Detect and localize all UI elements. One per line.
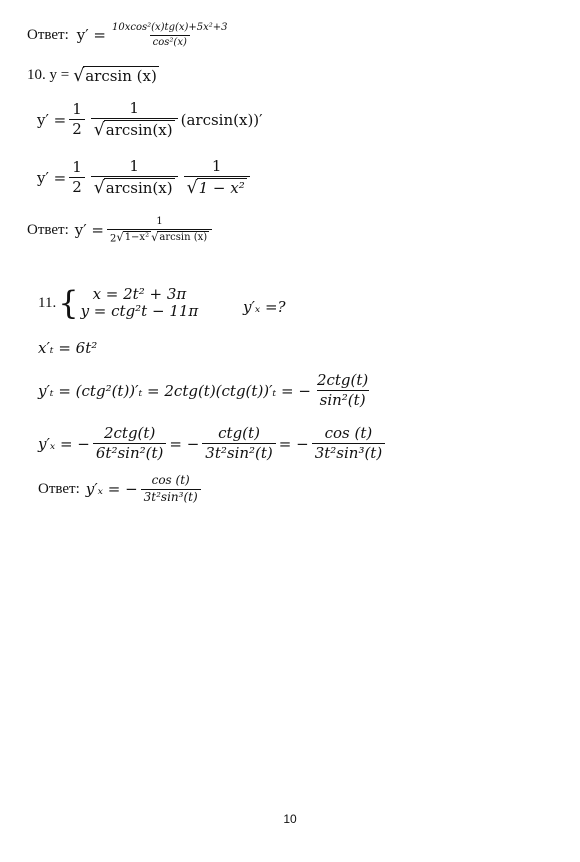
derivative-denominator bbox=[184, 176, 250, 197]
radical bbox=[151, 231, 209, 244]
reciprocal-numerator: 1 bbox=[129, 99, 139, 117]
half-numerator: 1 bbox=[72, 157, 82, 176]
half-denominator: 2 bbox=[69, 119, 85, 138]
x-derivative: x′ₜ = 6t² bbox=[38, 339, 98, 357]
answer-9-denominator: cos²(x) bbox=[150, 35, 190, 49]
y-derivative bbox=[38, 372, 374, 410]
derivative-numerator: 1 bbox=[211, 157, 222, 175]
system-equations bbox=[81, 286, 199, 321]
answer-11 bbox=[38, 474, 204, 505]
answer-11-numerator: cos (t) bbox=[151, 473, 190, 487]
fraction-2-denominator: 3t²sin²(t) bbox=[202, 443, 276, 462]
problem-10-step-1 bbox=[37, 100, 263, 139]
step-1-tail: (arcsin(x))′ bbox=[180, 110, 263, 129]
coefficient: 2 bbox=[109, 233, 117, 244]
one-half-fraction bbox=[69, 101, 85, 139]
sqrt-symbol: √ bbox=[151, 230, 159, 244]
step-2-lhs: y′ = bbox=[37, 168, 67, 187]
answer-label: Ответ: bbox=[27, 221, 69, 238]
yx-fraction-2 bbox=[202, 425, 276, 463]
radicand: arcsin(x) bbox=[105, 121, 173, 140]
radicand: arcsin (x) bbox=[159, 231, 208, 243]
radical bbox=[94, 178, 175, 197]
system-eq-1: x = 2t² + 3π bbox=[92, 285, 187, 303]
answer-9 bbox=[27, 22, 234, 48]
reciprocal-numerator: 1 bbox=[129, 157, 139, 175]
one-half-fraction bbox=[69, 159, 85, 197]
derivative-fraction bbox=[184, 158, 250, 197]
fraction-3-denominator: 3t²sin³(t) bbox=[312, 443, 386, 462]
reciprocal-root-fraction bbox=[91, 100, 178, 139]
fraction-3-numerator: cos (t) bbox=[324, 424, 373, 442]
radical bbox=[116, 231, 151, 244]
equals-minus: = − bbox=[278, 434, 309, 453]
radicand: 1 − x² bbox=[198, 179, 245, 198]
half-numerator: 1 bbox=[72, 99, 82, 118]
page-number: 10 bbox=[283, 812, 297, 826]
answer-11-fraction bbox=[141, 474, 201, 505]
answer-10-lhs: y′ = bbox=[74, 221, 104, 240]
answer-11-denominator: 3t²sin³(t) bbox=[141, 489, 201, 505]
answer-9-numerator: 10xcos²(x)tg(x)+5x²+3 bbox=[111, 22, 228, 33]
problem-10-label: 10. y = bbox=[27, 67, 70, 83]
y-derivative-denominator: sin²(t) bbox=[317, 390, 369, 409]
yx-derivation bbox=[38, 425, 388, 463]
problem-11-question: y′ₓ =? bbox=[243, 298, 286, 316]
radical bbox=[187, 178, 247, 197]
sqrt-symbol: √ bbox=[73, 65, 85, 86]
sqrt-symbol: √ bbox=[186, 178, 198, 198]
answer-10 bbox=[27, 216, 215, 245]
system-eq-2: y = ctg²t − 11π bbox=[80, 302, 199, 321]
problem-10-radicand: arcsin (x) bbox=[85, 67, 157, 85]
radicand: 1−x² bbox=[124, 231, 150, 243]
sqrt-symbol: √ bbox=[116, 230, 124, 244]
answer-label: Ответ: bbox=[38, 480, 80, 497]
equals-minus: = − bbox=[169, 434, 200, 453]
problem-10-heading bbox=[27, 66, 159, 85]
answer-label: Ответ: bbox=[27, 26, 69, 43]
yx-lhs: y′ₓ = − bbox=[38, 434, 90, 453]
answer-11-lhs: y′ₓ = − bbox=[85, 480, 138, 499]
step-1-lhs: y′ = bbox=[37, 110, 67, 129]
fraction-1-denominator: 6t²sin²(t) bbox=[93, 443, 167, 462]
problem-11-label: 11. bbox=[38, 294, 57, 311]
y-derivative-numerator: 2ctg(t) bbox=[316, 371, 369, 389]
half-denominator: 2 bbox=[69, 177, 85, 196]
problem-11-system bbox=[38, 286, 198, 321]
answer-10-fraction bbox=[107, 216, 212, 245]
sqrt-symbol: √ bbox=[93, 178, 105, 198]
y-derivative-expression: y′ₜ = (ctg²(t))′ₜ = 2ctg(t)(ctg(t))′ₜ = − bbox=[38, 381, 311, 400]
radical bbox=[94, 120, 175, 139]
answer-10-denominator bbox=[107, 229, 212, 245]
answer-9-fraction bbox=[109, 22, 231, 48]
radicand: arcsin(x) bbox=[105, 179, 173, 198]
reciprocal-root-fraction bbox=[91, 158, 178, 197]
y-derivative-fraction bbox=[314, 372, 371, 410]
fraction-1-numerator: 2ctg(t) bbox=[103, 424, 156, 442]
problem-10-radical bbox=[73, 66, 159, 85]
brace-icon: { bbox=[58, 284, 79, 323]
reciprocal-denominator bbox=[91, 176, 178, 197]
yx-fraction-3 bbox=[312, 425, 386, 463]
answer-10-numerator: 1 bbox=[156, 216, 163, 227]
reciprocal-denominator bbox=[91, 118, 178, 139]
sqrt-symbol: √ bbox=[93, 120, 105, 140]
fraction-2-numerator: ctg(t) bbox=[218, 424, 260, 442]
answer-9-lhs: y′ = bbox=[76, 26, 106, 44]
problem-10-step-2 bbox=[37, 158, 253, 197]
yx-fraction-1 bbox=[93, 425, 167, 463]
